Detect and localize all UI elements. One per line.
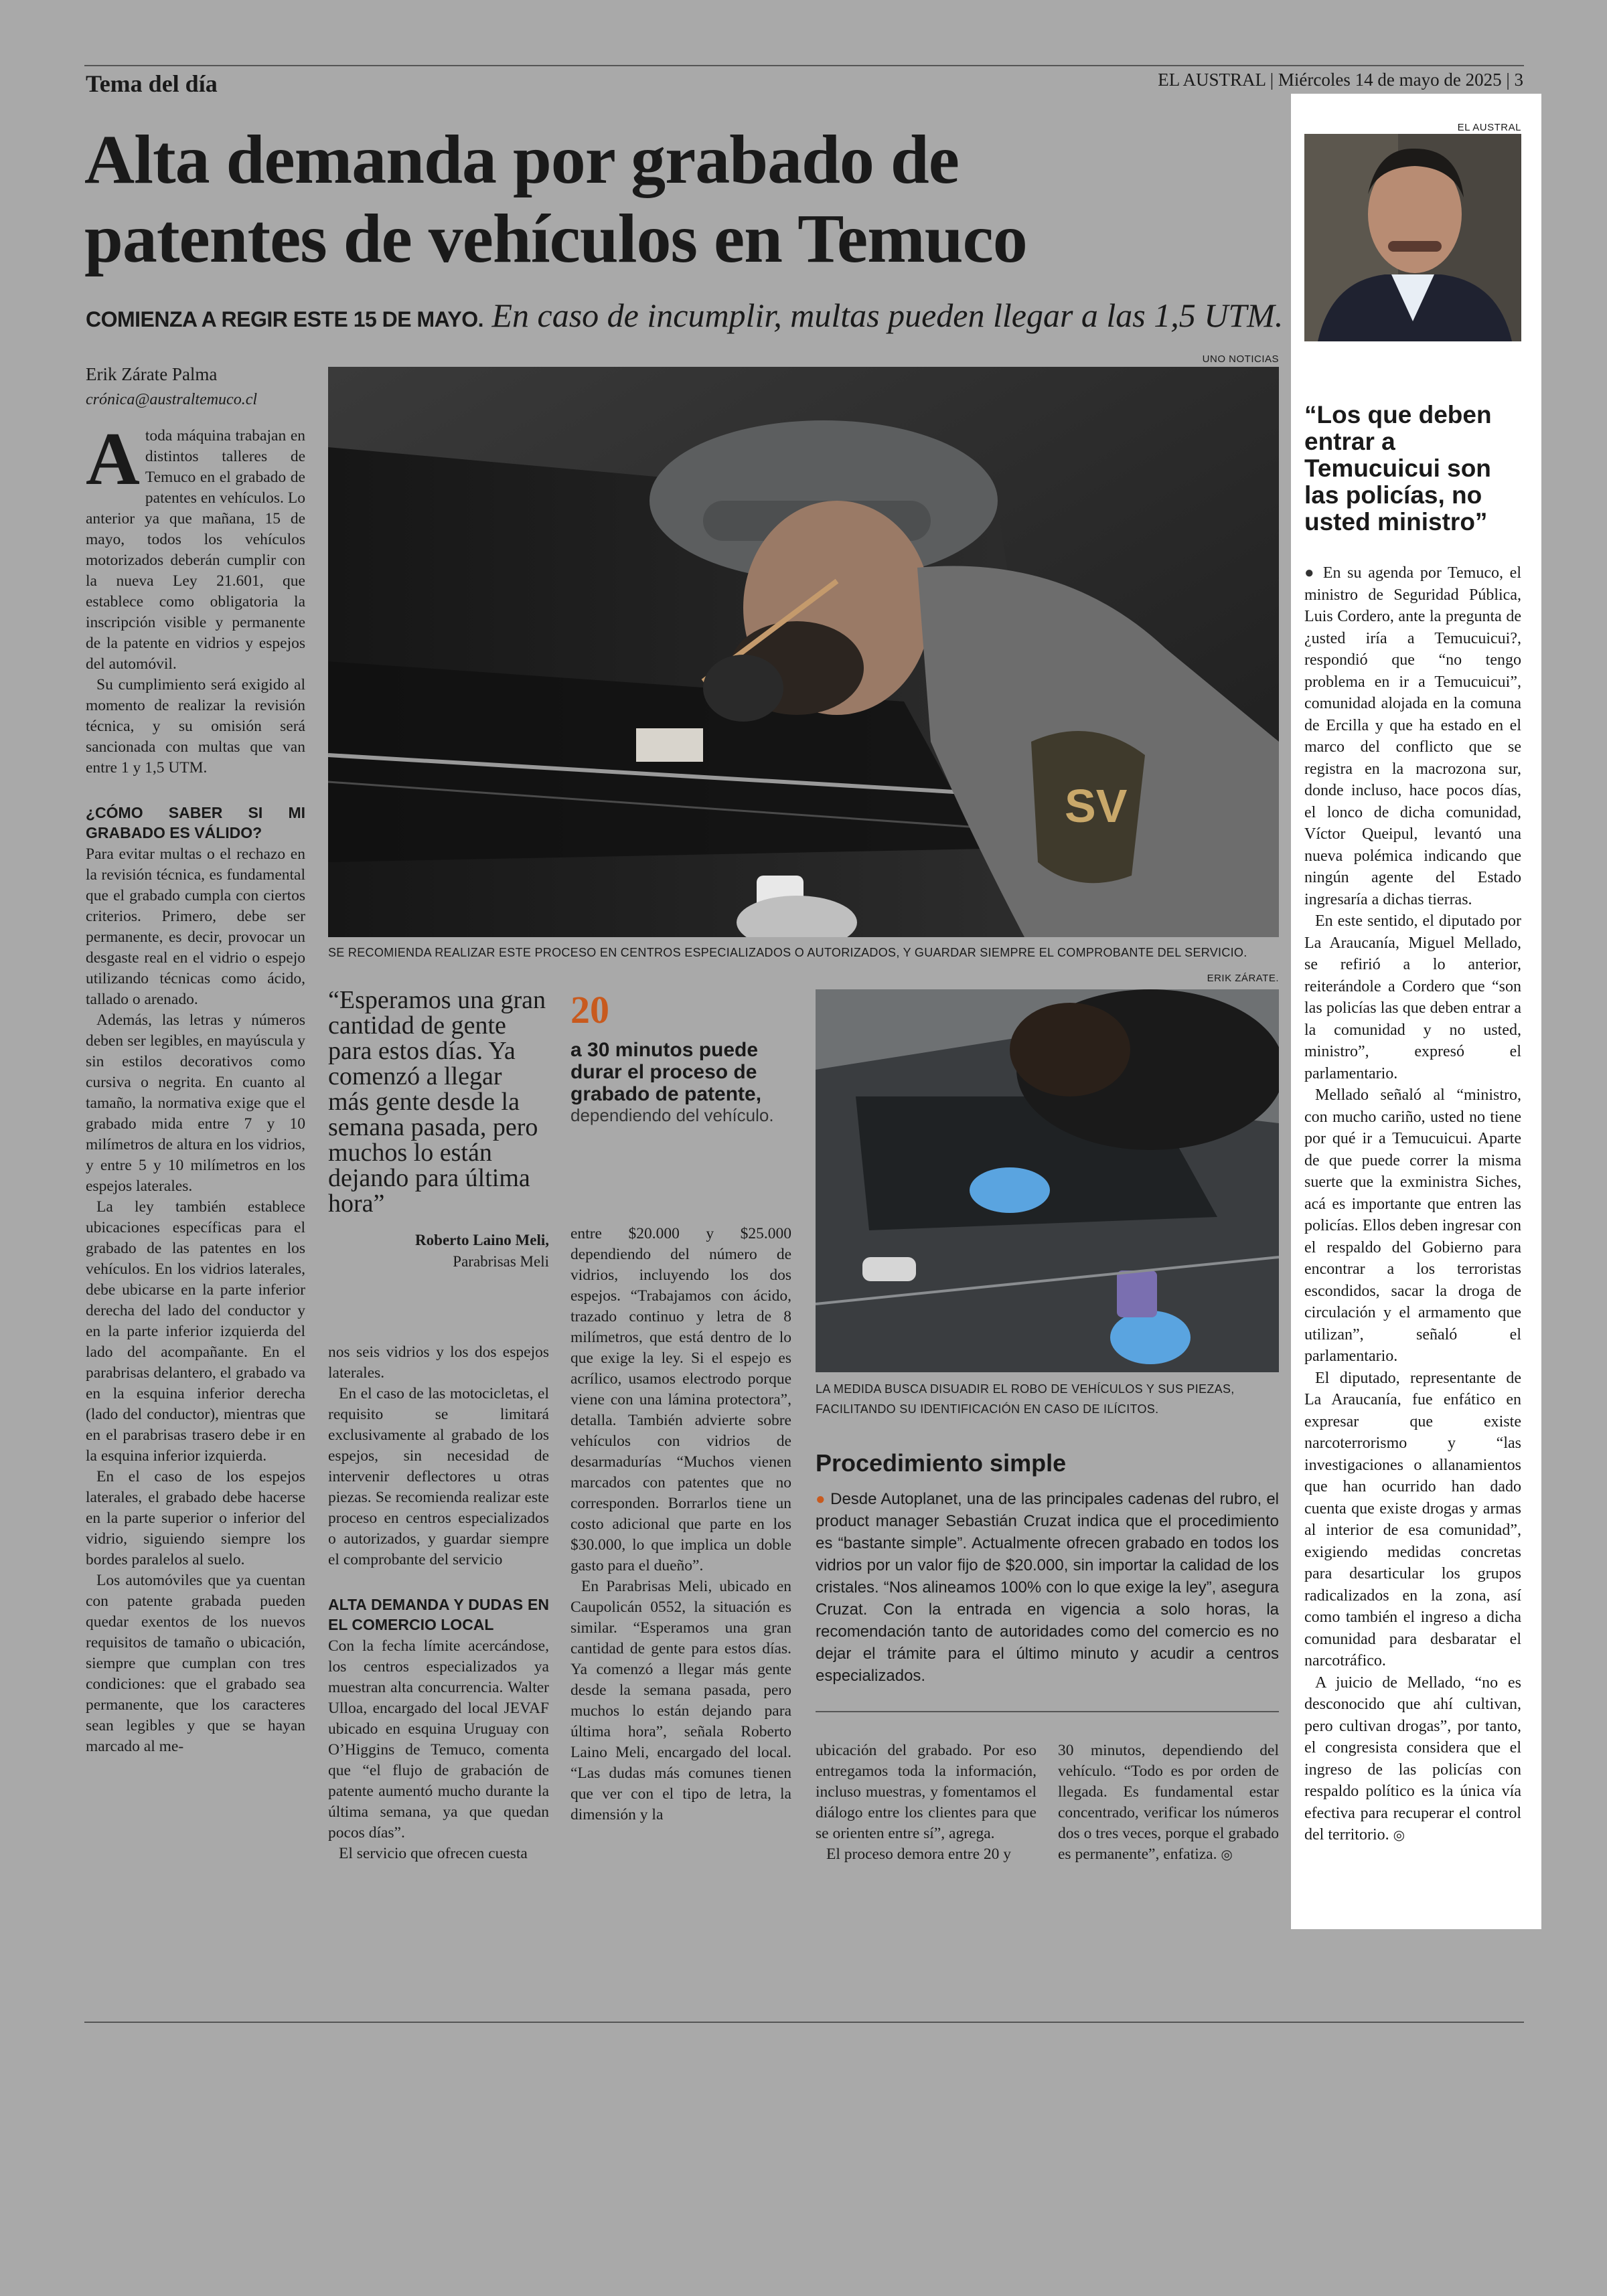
quote-author-name: Roberto Laino Meli, bbox=[415, 1232, 549, 1248]
procedure-box bbox=[816, 1449, 1279, 1687]
sidebar-headline: “Los que deben entrar a Temucuicui son las policías, no usted ministro” bbox=[1304, 401, 1492, 536]
sidebar-p1: En su agenda por Temuco, el ministro de Seguridad Pública, Luis Cordero, ante la pregunta de ¿usted iría a Temucuicui?, respondió que “no tengo problema en ir a Temucuicui”, comunidad alojada en la comuna de Ercilla y que ha estado en el marco del conflicto que se registra en la macrozona sur, donde incluso, hace pocos días, el lonco de dicha comunidad, Víctor Queipul, levantó una nueva polémica indicando que ningún agente del Estado ingresaría a dichas tierras. bbox=[1304, 564, 1521, 908]
col2-subhead: ALTA DEMANDA Y DUDAS EN EL COMERCIO LOCAL bbox=[328, 1596, 549, 1633]
procedure-box-text: Desde Autoplanet, una de las principales cadenas del rubro, el product manager Sebastián Cruzat indica que el procedimiento es “bastante simple”. Actualmente ofrecen grabado en todos los vidrios por un valor fijo de $20.000, sin importar la calidad de los cristales. “Nos alineamos 100% con lo que exige la ley”, asegura Cruzat. Con la entrada en vigencia a solo horas, la recomendación tanto de autoridades como del comercio es no dejar el trámite para el último minuto y acudir a centros especializados. bbox=[816, 1490, 1280, 1685]
main-photo bbox=[328, 367, 1279, 937]
sidebar-paragraph bbox=[1304, 562, 1521, 910]
second-photo-illustration bbox=[816, 989, 1279, 1372]
procedure-box-title: Procedimiento simple bbox=[816, 1449, 1067, 1477]
col2-paragraph: Con la fecha límite acercándose, los centros especializados ya muestran alta concurrencia. Walter Ulloa, encargado del local JEVAF ubicado en esquina Uruguay con O’Higgins de Temuco, comenta que “el flujo de grabación de patente aumentó mucho durante la última semana, ya que quedan pocos días”. bbox=[328, 1637, 549, 1841]
page-number: 3 bbox=[1514, 70, 1523, 90]
author-email: crónica@australtemuco.cl bbox=[86, 391, 258, 408]
col1-paragraph: Además, las letras y números deben ser legibles, en mayúscula y sin estilos decorativos como cursiva o negrita. En cuanto al tamaño, la normativa exige que el grabado mida entre 7 y 10 milímetros de altura en los vidrios, y entre 5 y 10 milímetros en los espejos laterales. bbox=[86, 1011, 305, 1195]
sidebar-paragraph: Mellado señaló al “ministro, con mucho cariño, usted no tiene por qué ir a Temucuicui. Aparte de que puede correr la misma suerte que la exministra Siches, acá es importante que entren las policías. Ellos deben ingresar con el respaldo del Gobierno para encontrar a los terroristas escondidos, sacar la droga de circulación y el armamento que utilizan”, señaló el parlamentario. bbox=[1304, 1086, 1521, 1365]
kicker: COMIENZA A REGIR ESTE 15 DE MAYO. bbox=[86, 307, 483, 331]
quote-author-role: Parabrisas Meli bbox=[453, 1253, 549, 1270]
dropcap: A bbox=[86, 418, 140, 501]
stat-number: 20 bbox=[570, 988, 609, 1032]
publication-name: EL AUSTRAL bbox=[1158, 70, 1266, 90]
deck bbox=[86, 296, 1284, 335]
column-1 bbox=[86, 418, 305, 1757]
col2-paragraph: nos seis vidrios y los dos espejos laterales. bbox=[328, 1343, 549, 1382]
masthead-info: EL AUSTRAL | Miércoles 14 de mayo de 2025 | 3 bbox=[1158, 70, 1523, 90]
col1-paragraph: Los automóviles que ya cuentan con patente grabada pueden quedar exentos de los nuevos requisitos de tamaño o ubicación, siempre que cumplan con tres condiciones: que el grabado sea permanente, que los caracteres sean legibles y que se hayan marcado al me- bbox=[86, 1572, 305, 1755]
col2-paragraph: El servicio que ofrecen cuesta bbox=[339, 1845, 528, 1862]
sidebar-body bbox=[1304, 562, 1521, 1846]
col2-paragraph: En el caso de las motocicletas, el requisito se limitará exclusivamente al grabado de los espejos, sin necesidad de intervenir deflectores u otras piezas. Se recomienda realizar este proceso en centros especializados o autorizados, y guardar siempre el comprobante del servicio bbox=[328, 1385, 549, 1568]
box-rule bbox=[816, 1711, 1279, 1712]
end-of-article-icon: ◎ bbox=[1221, 1846, 1233, 1862]
main-photo-illustration bbox=[328, 367, 1279, 937]
stat-subtext: dependiendo del vehículo. bbox=[570, 1105, 774, 1125]
bullet-icon: ● bbox=[816, 1490, 826, 1508]
header-rule bbox=[84, 65, 1524, 66]
headline-line-1: Alta demanda por grabado de bbox=[84, 121, 959, 198]
stat-text: a 30 minutos puede durar el proceso de grabado de patente, bbox=[570, 1039, 762, 1105]
col5-text: 30 minutos, dependiendo del vehículo. “Todo es por orden de llegada. Es fundamental estar concentrado, verificar los números dos o tres veces, porque el grabado es permanente”, enfatiza. bbox=[1058, 1742, 1279, 1863]
photo2-caption: LA MEDIDA BUSCA DISUADIR EL ROBO DE VEHÍCULOS Y SUS PIEZAS, FACILITANDO SU IDENTIFICACIÓN EN CASO DE ILÍCITOS. bbox=[816, 1382, 1235, 1416]
deck-text: En caso de incumplir, multas pueden llegar a las 1,5 UTM. bbox=[491, 297, 1284, 334]
section-label: Tema del día bbox=[86, 70, 218, 97]
col3-paragraph: En Parabrisas Meli, ubicado en Caupolicán 0552, la situación es similar. “Esperamos una gran cantidad de gente para estos días. Ya comenzó a llegar más gente desde la semana pasada, pero muchos lo están dejando para última hora”, señala Roberto Laino Meli, encargado del local. “Las dudas más comunes tienen que ver con el tipo de letra, la dimensión y la bbox=[570, 1578, 791, 1823]
col3-paragraph: entre $20.000 y $25.000 dependiendo del número de vidrios, incluyendo los dos espejos. “Trabajamos con ácido, trazado continuo y letra de 8 milímetros, que está dentro de lo que exige la ley. Si el espejo es acrílico, usamos electrodo porque viene con una lámina protectora”, detalla. También advierte sobre vehículos con vidrios de desarmadurías “Muchos vienen marcados con patentes que no corresponden. Borrarlos tiene un costo adicional que parte en los $30.000, lo que implica un doble gasto para el dueño”. bbox=[570, 1225, 791, 1574]
col1-paragraph: Para evitar multas o el rechazo en la revisión técnica, es fundamental que el grabado cumpla con ciertos criterios. Primero, debe ser permanente, es decir, provocar un desgaste real en el vidrio o espejo utilizando técnicas como ácido, tallado o arenado. bbox=[86, 845, 305, 1008]
sidebar-photo-credit: EL AUSTRAL bbox=[1457, 122, 1521, 133]
sidebar-paragraph bbox=[1304, 1672, 1521, 1846]
col1-paragraph: Su cumplimiento será exigido al momento de realizar la revisión técnica, y su omisión será sancionada con multas que van entre 1 y 1,5 UTM. bbox=[86, 676, 305, 776]
column-3 bbox=[570, 1224, 791, 1825]
author-name: Erik Zárate Palma bbox=[86, 364, 218, 384]
photo1-caption: SE RECOMIENDA REALIZAR ESTE PROCESO EN CENTROS ESPECIALIZADOS O AUTORIZADOS, Y GUARDAR SIEMPRE EL COMPROBANTE DEL SERVICIO. bbox=[328, 946, 1247, 959]
sidebar-paragraph: El diputado, representante de La Araucanía, fue enfático en expresar que existe narcoterrorismo y “las investigaciones o allanamientos que han ocurrido han dado cuenta que existe drogas y armas al interior de esa comunidad”, exigiendo medidas concretas para desarticular los grupos radicalizados en la zona, así como también el ingreso a dicha comunidad para desbaratar el narcotráfico. bbox=[1304, 1369, 1521, 1669]
pull-quote-text: “Esperamos una gran cantidad de gente para estos días. Ya comenzó a llegar más gente desde la semana pasada, pero muchos lo están dejando para última hora” bbox=[328, 986, 546, 1218]
column-4 bbox=[816, 1740, 1037, 1865]
sidebar-paragraph: En este sentido, el diputado por La Araucanía, Miguel Mellado, se refirió a lo anterior, reiterándole a Cordero que “son las policías las que deben entrar a la comunidad y no usted, ministro”, expresó el parlamentario. bbox=[1304, 912, 1521, 1082]
column-5 bbox=[1058, 1740, 1279, 1865]
byline bbox=[86, 361, 300, 412]
sidebar-portrait bbox=[1304, 134, 1521, 341]
procedure-box-text-wrap bbox=[816, 1488, 1279, 1687]
col1-paragraph: toda máquina trabajan en distintos talleres de Temuco en el grabado de patentes en vehículos. Lo anterior ya que mañana, 15 de mayo, todos los vehículos motorizados deberán cumplir con la nueva Ley 21.601, que establece como obligatoria la inscripción visible y permanente de la patente en vidrios y espejos del automóvil. bbox=[86, 427, 305, 673]
issue-date: Miércoles 14 de mayo de 2025 bbox=[1278, 70, 1502, 90]
bullet-icon: ● bbox=[1304, 564, 1317, 582]
col4-paragraph: ubicación del grabado. Por eso entregamos toda la información, incluso muestras, y fomentamos el diálogo entre los clientes para que se orienten entre sí”, agrega. bbox=[816, 1742, 1037, 1842]
headline bbox=[84, 120, 1263, 278]
col5-paragraph bbox=[1058, 1740, 1279, 1865]
footer-rule bbox=[84, 2022, 1524, 2023]
photo2-credit: ERIK ZÁRATE. bbox=[1207, 973, 1279, 984]
stat-block bbox=[570, 987, 791, 1125]
svg-text:SV: SV bbox=[1065, 780, 1128, 832]
second-photo bbox=[816, 989, 1279, 1372]
pull-quote bbox=[328, 987, 549, 1273]
col1-subhead: ¿CÓMO SABER SI MI GRABADO ES VÁLIDO? bbox=[86, 804, 305, 841]
col4-paragraph: El proceso demora entre 20 y bbox=[826, 1846, 1012, 1863]
sidebar bbox=[1291, 94, 1541, 1929]
photo1-credit: UNO NOTICIAS bbox=[1202, 353, 1279, 365]
col1-paragraph: La ley también establece ubicaciones específicas para el grabado de las patentes en los vehículos. En los vidrios laterales, debe ubicarse en la parte inferior derecha del lado del conductor y en la parte inferior izquierda del lado del acompañante. En el parabrisas delantero, el grabado va en la esquina inferior derecha (lado del conductor), mientras que en el parabrisas trasero debe ir en la esquina inferior izquierda. bbox=[86, 1198, 305, 1465]
sidebar-p5: A juicio de Mellado, “no es desconocido que ahí cultivan, pero cultivan drogas”, por tanto, el congresista considera que el ingreso de las policías con respaldo político es la única vía efectiva para recuperar el control del territorio. bbox=[1304, 1673, 1521, 1843]
portrait-illustration bbox=[1304, 134, 1521, 341]
pull-quote-author bbox=[328, 1230, 549, 1273]
end-of-article-icon: ◎ bbox=[1393, 1827, 1405, 1843]
headline-line-2: patentes de vehículos en Temuco bbox=[84, 200, 1027, 277]
column-2 bbox=[328, 1342, 549, 1864]
col1-paragraph: En el caso de los espejos laterales, el grabado debe hacerse en la parte superior o inferior del vidrio, siguiendo siempre los bordes paralelos al suelo. bbox=[86, 1468, 305, 1568]
